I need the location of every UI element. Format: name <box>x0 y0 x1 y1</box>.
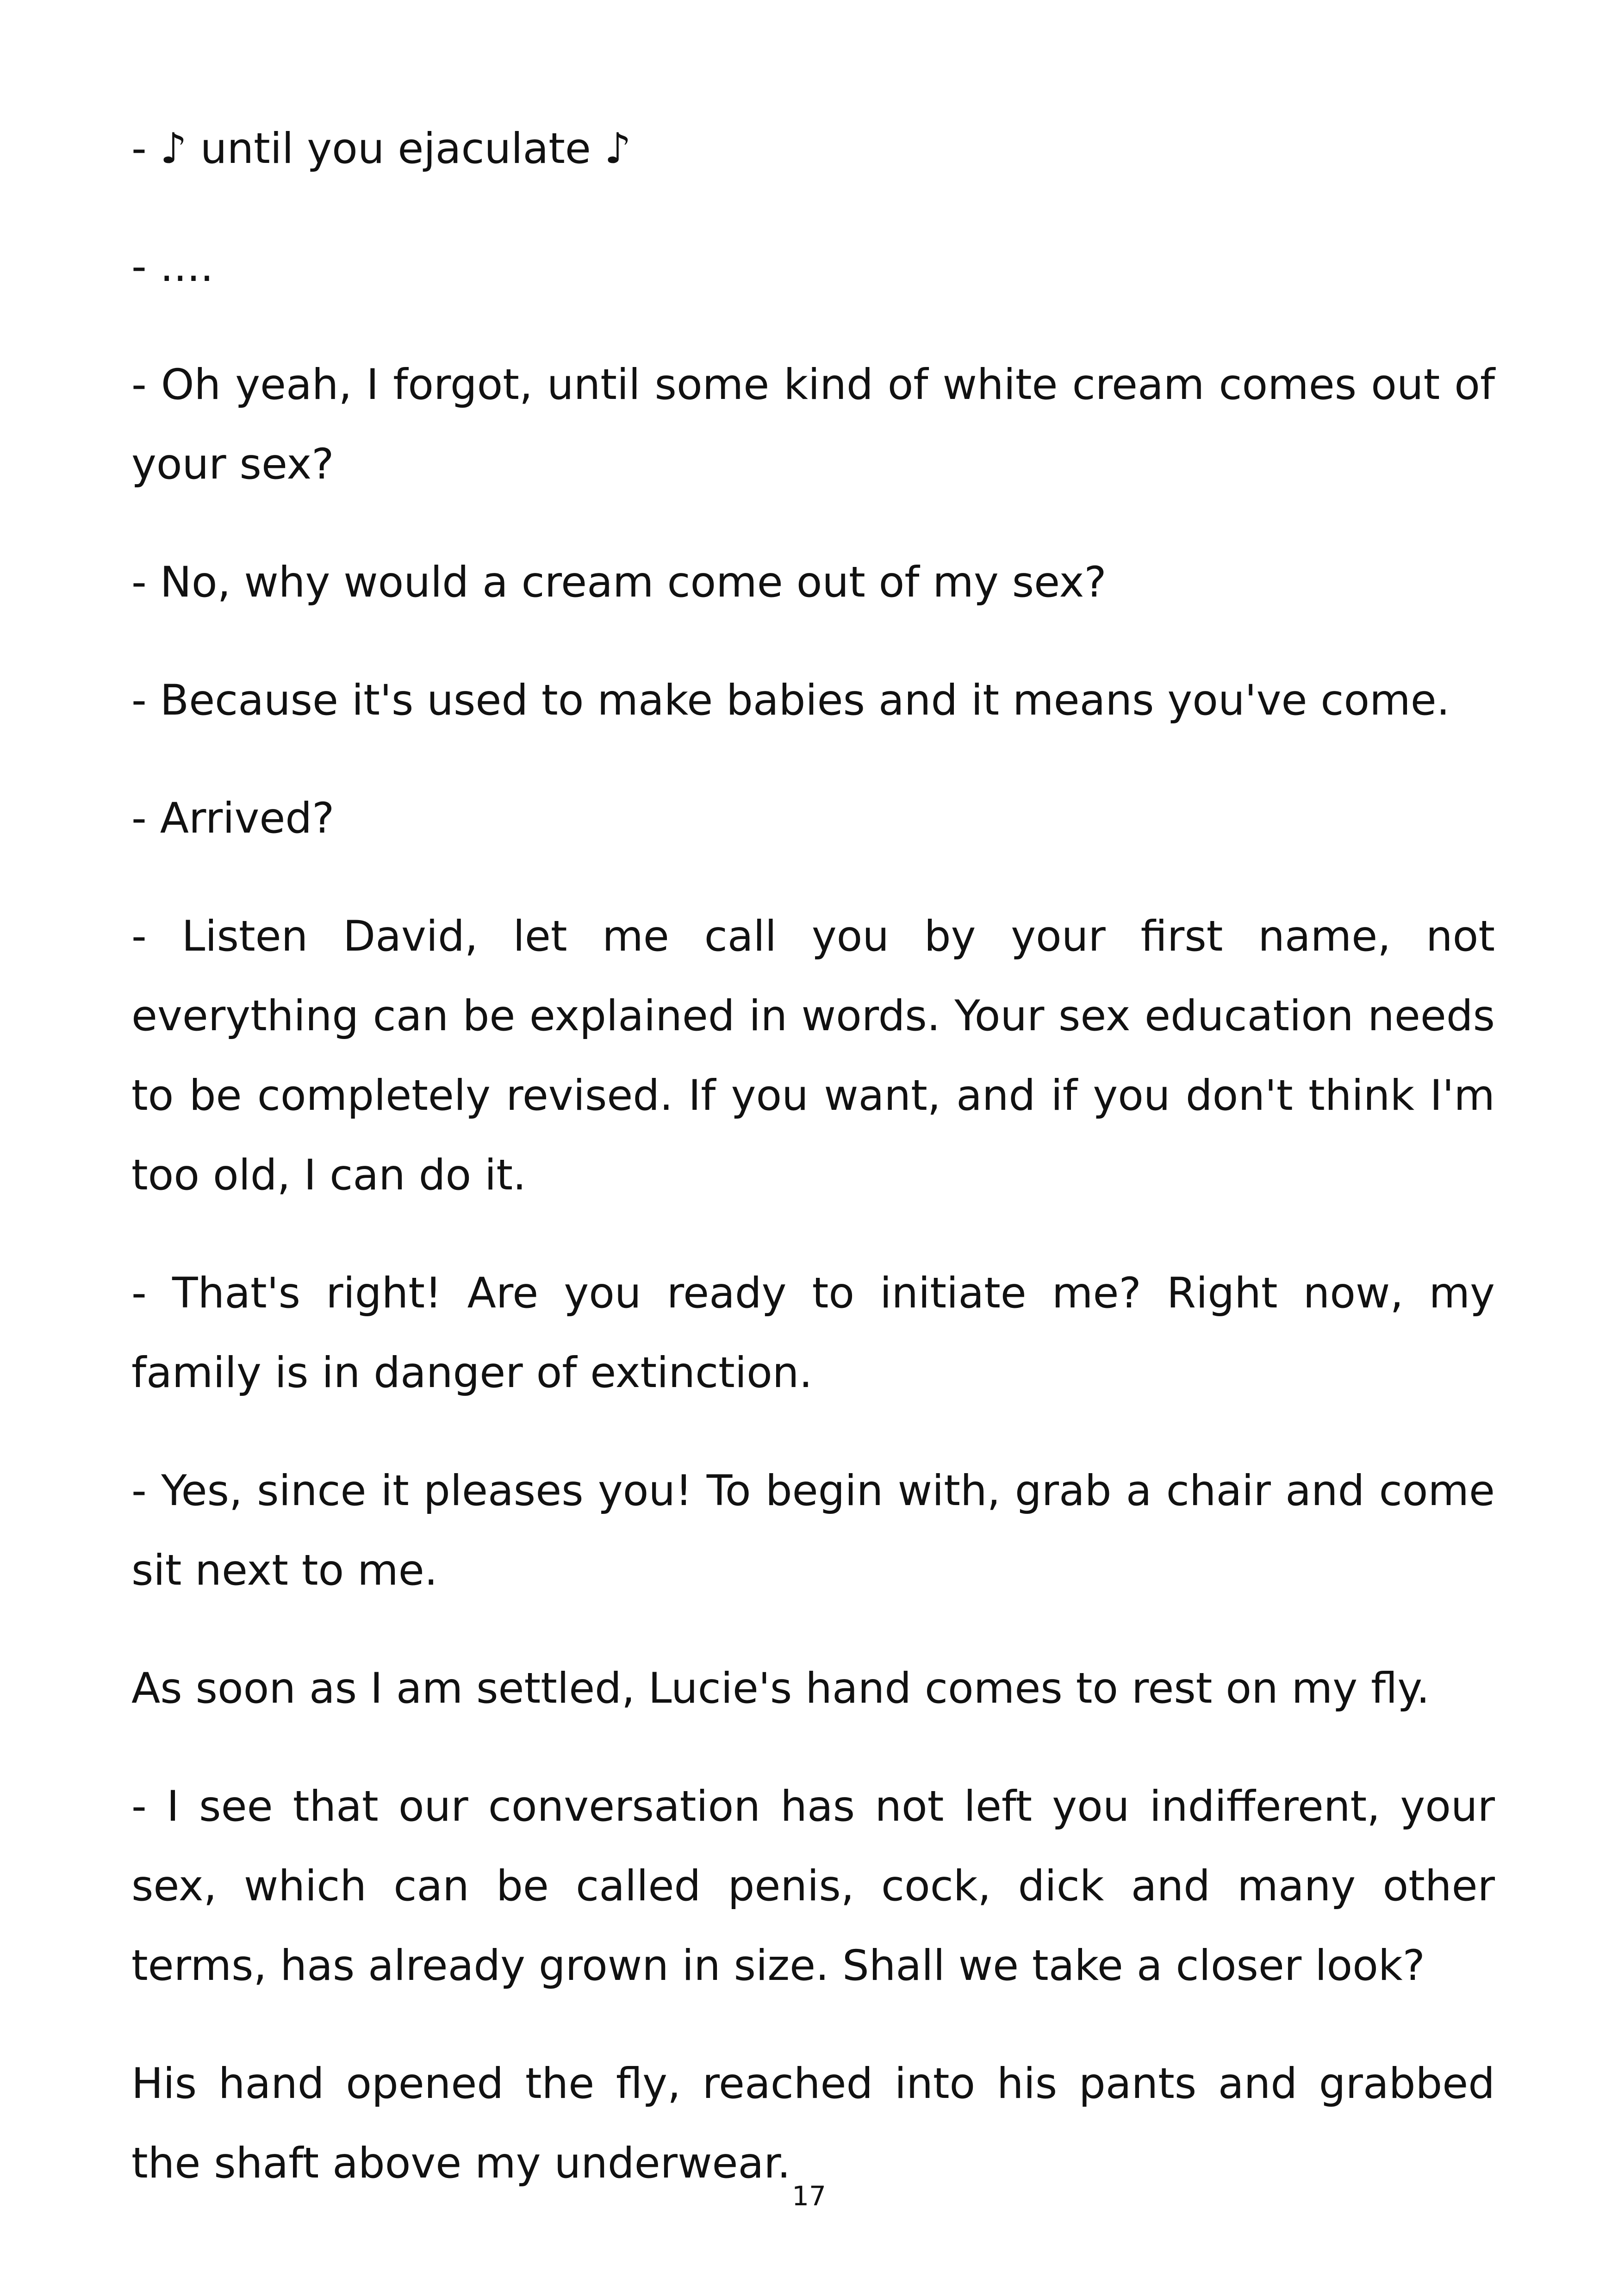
paragraph-5: - Because it's used to make babies and it means you've come. <box>131 676 1450 725</box>
page-number: 17 <box>792 2180 826 2212</box>
paragraph-11: - I see that our conversation has not left you indifferent, your sex, which can be called penis, cock, dick and many other terms, has already grown in size. Shall we take a closer look? <box>131 1782 1495 1990</box>
body-text <box>131 109 1495 2242</box>
paragraph-9: - Yes, since it pleases you! To begin with, grab a chair and come sit next to me. <box>131 1467 1495 1595</box>
paragraph-2: - .... <box>131 243 214 291</box>
paragraph-8: - That's right! Are you ready to initiate me? Right now, my family is in danger of extinction. <box>131 1269 1495 1397</box>
paragraph-4: - No, why would a cream come out of my sex? <box>131 558 1107 607</box>
paragraph-10: As soon as I am settled, Lucie's hand comes to rest on my fly. <box>131 1664 1430 1713</box>
paragraph-7: - Listen David, let me call you by your first name, not everything can be explained in words. Your sex education needs to be completely revised. If you want, and if you don't think I'm too old, I can do it. <box>131 912 1495 1200</box>
paragraph-3: - Oh yeah, I forgot, until some kind of white cream comes out of your sex? <box>131 361 1495 489</box>
paragraph-1: - ♪ until you ejaculate ♪ <box>131 124 631 173</box>
paragraph-12: His hand opened the fly, reached into his pants and grabbed the shaft above my underwear. <box>131 2060 1495 2188</box>
paragraph-6: - Arrived? <box>131 794 335 843</box>
